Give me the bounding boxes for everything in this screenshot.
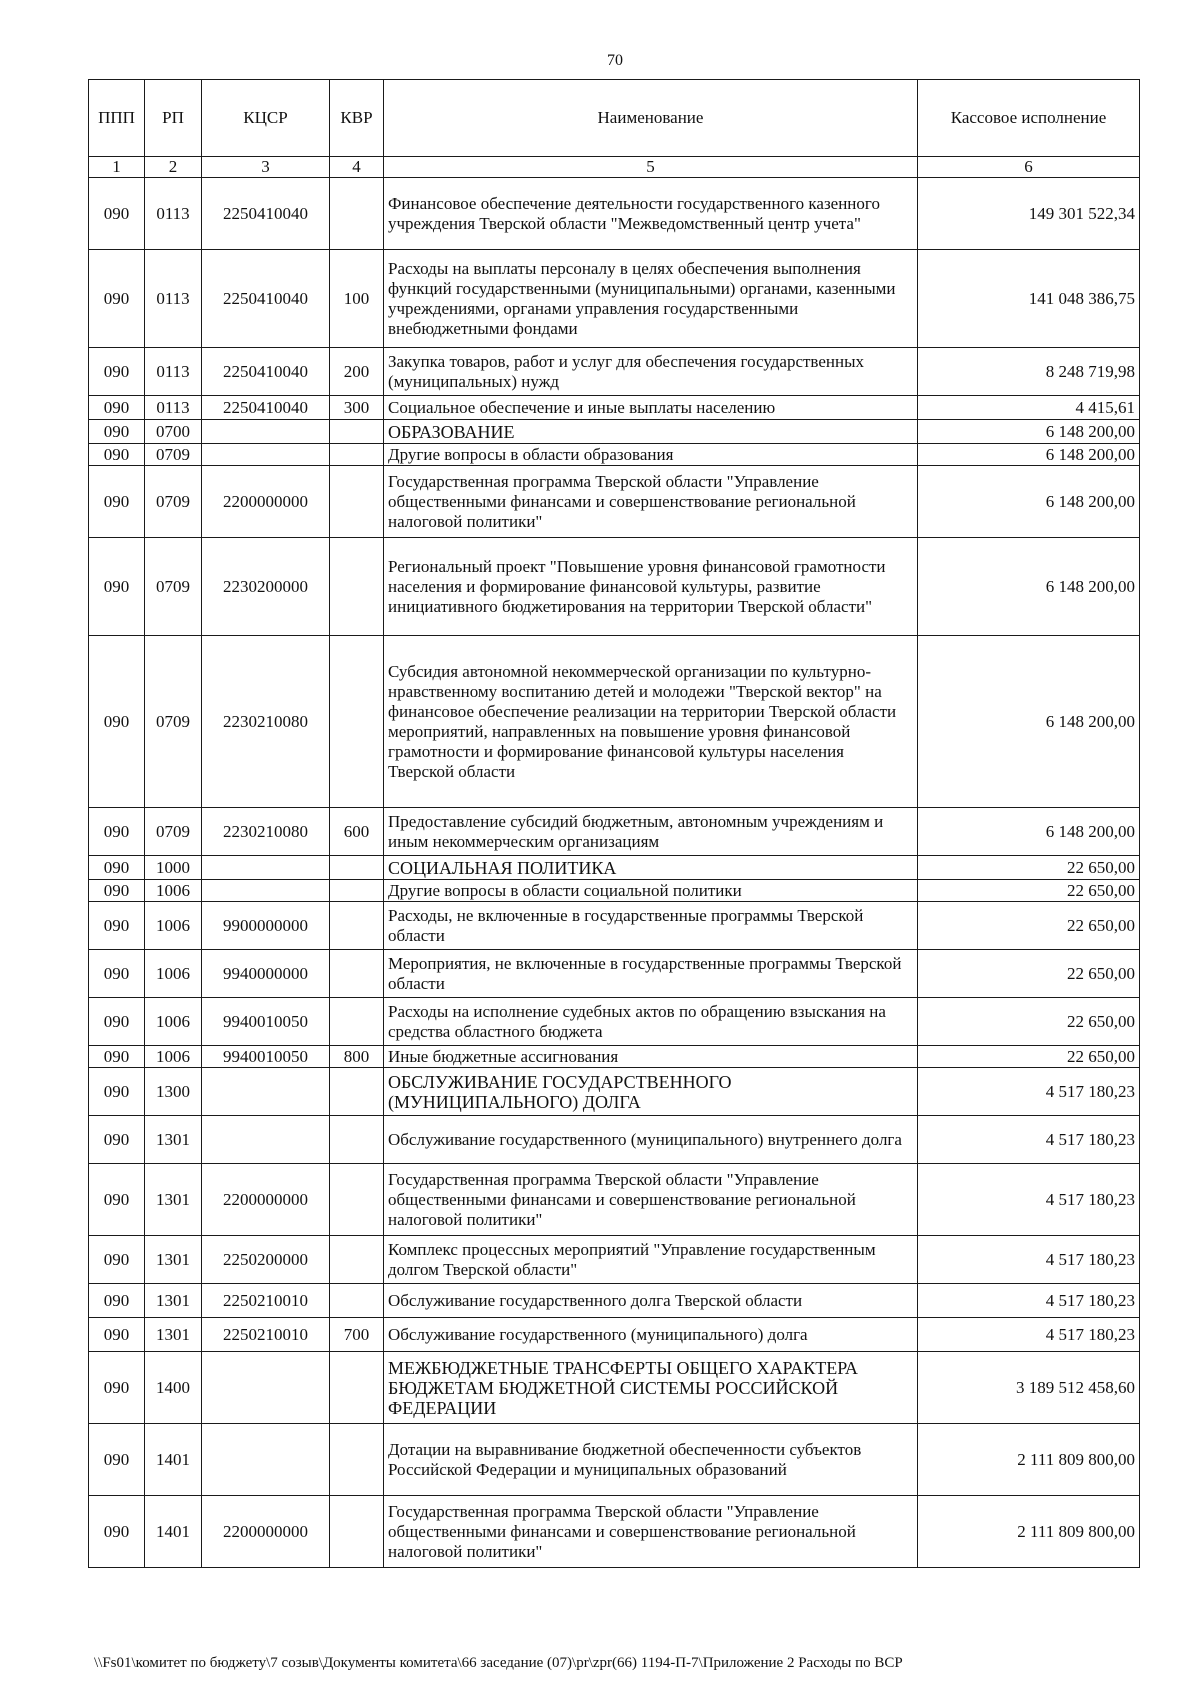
cell-ppp: 090: [89, 856, 145, 880]
cell-name: Государственная программа Тверской области "Управление общественными финансами и совершенствование региональной налоговой политики": [384, 1164, 918, 1236]
file-path-footer: \\Fs01\комитет по бюджету\7 созыв\Документы комитета\66 заседание (07)\pr\zpr(66) 1194-П-7\Приложение 2 Расходы по ВСР: [94, 1655, 903, 1671]
cell-rp: 0709: [145, 808, 202, 856]
cell-kcsr: 9900000000: [202, 902, 330, 950]
cell-ppp: 090: [89, 636, 145, 808]
table-row: [89, 1068, 1140, 1116]
table-row: [89, 998, 1140, 1046]
cell-amount: 141 048 386,75: [918, 250, 1140, 348]
cell-kvr: [330, 1496, 384, 1568]
cell-kvr: 100: [330, 250, 384, 348]
table-row: [89, 636, 1140, 808]
cell-amount: 22 650,00: [918, 998, 1140, 1046]
cell-kvr: 600: [330, 808, 384, 856]
cell-kcsr: 2230200000: [202, 538, 330, 636]
table-row: [89, 1116, 1140, 1164]
cell-amount: 6 148 200,00: [918, 420, 1140, 444]
cell-name: Государственная программа Тверской области "Управление общественными финансами и совершенствование региональной налоговой политики": [384, 466, 918, 538]
table-row: [89, 444, 1140, 466]
cell-rp: 0113: [145, 396, 202, 420]
cell-kcsr: 2200000000: [202, 1164, 330, 1236]
column-number: 1: [89, 157, 145, 178]
cell-kvr: 200: [330, 348, 384, 396]
table-row: [89, 396, 1140, 420]
cell-kvr: [330, 1352, 384, 1424]
table-body: [89, 178, 1140, 1568]
cell-rp: 1401: [145, 1424, 202, 1496]
cell-kvr: [330, 420, 384, 444]
header-rp: РП: [145, 80, 202, 157]
cell-name: Закупка товаров, работ и услуг для обеспечения государственных (муниципальных) нужд: [384, 348, 918, 396]
table-row: [89, 178, 1140, 250]
cell-kcsr: [202, 880, 330, 902]
cell-ppp: 090: [89, 250, 145, 348]
cell-amount: 22 650,00: [918, 880, 1140, 902]
cell-kcsr: 9940000000: [202, 950, 330, 998]
cell-kcsr: 9940010050: [202, 998, 330, 1046]
cell-kcsr: [202, 1424, 330, 1496]
cell-kcsr: 2250210010: [202, 1284, 330, 1318]
cell-rp: 0709: [145, 636, 202, 808]
table-row: [89, 880, 1140, 902]
cell-kvr: [330, 178, 384, 250]
cell-kcsr: [202, 1068, 330, 1116]
cell-name: Дотации на выравнивание бюджетной обеспеченности субъектов Российской Федерации и муниципальных образований: [384, 1424, 918, 1496]
cell-kvr: [330, 880, 384, 902]
cell-kcsr: 2230210080: [202, 808, 330, 856]
table-header-row: [89, 80, 1140, 157]
cell-ppp: 090: [89, 466, 145, 538]
cell-ppp: 090: [89, 998, 145, 1046]
cell-kcsr: [202, 1352, 330, 1424]
cell-rp: 1000: [145, 856, 202, 880]
column-number: 5: [384, 157, 918, 178]
cell-rp: 1006: [145, 998, 202, 1046]
cell-name: ОБСЛУЖИВАНИЕ ГОСУДАРСТВЕННОГО (МУНИЦИПАЛЬНОГО) ДОЛГА: [384, 1068, 918, 1116]
cell-amount: 22 650,00: [918, 1046, 1140, 1068]
cell-kvr: [330, 1424, 384, 1496]
cell-amount: 4 517 180,23: [918, 1164, 1140, 1236]
cell-ppp: 090: [89, 1164, 145, 1236]
cell-amount: 2 111 809 800,00: [918, 1496, 1140, 1568]
cell-amount: 8 248 719,98: [918, 348, 1140, 396]
cell-kcsr: 2230210080: [202, 636, 330, 808]
table-row: [89, 1164, 1140, 1236]
cell-name: Иные бюджетные ассигнования: [384, 1046, 918, 1068]
cell-name: Расходы на выплаты персоналу в целях обеспечения выполнения функций государственными (муниципальными) органами, казенными учреждениями, органами управления государственными внебюджетными фондами: [384, 250, 918, 348]
cell-ppp: 090: [89, 178, 145, 250]
cell-name: Комплекс процессных мероприятий "Управление государственным долгом Тверской области": [384, 1236, 918, 1284]
cell-ppp: 090: [89, 880, 145, 902]
cell-kvr: [330, 902, 384, 950]
header-name: Наименование: [384, 80, 918, 157]
cell-name: Мероприятия, не включенные в государственные программы Тверской области: [384, 950, 918, 998]
cell-rp: 1301: [145, 1164, 202, 1236]
page-number: 70: [607, 52, 623, 69]
cell-kvr: [330, 1068, 384, 1116]
cell-ppp: 090: [89, 1424, 145, 1496]
cell-rp: 1301: [145, 1236, 202, 1284]
cell-rp: 1301: [145, 1284, 202, 1318]
cell-name: Другие вопросы в области социальной политики: [384, 880, 918, 902]
cell-kcsr: 2250410040: [202, 396, 330, 420]
header-amount: Кассовое исполнение: [918, 80, 1140, 157]
cell-kvr: [330, 856, 384, 880]
cell-name: Расходы, не включенные в государственные программы Тверской области: [384, 902, 918, 950]
cell-name: Обслуживание государственного (муниципального) долга: [384, 1318, 918, 1352]
table-row: [89, 250, 1140, 348]
column-number: 4: [330, 157, 384, 178]
cell-kcsr: 2250200000: [202, 1236, 330, 1284]
cell-rp: 1401: [145, 1496, 202, 1568]
header-kvr: КВР: [330, 80, 384, 157]
cell-ppp: 090: [89, 808, 145, 856]
table-row: [89, 950, 1140, 998]
cell-name: Социальное обеспечение и иные выплаты населению: [384, 396, 918, 420]
cell-ppp: 090: [89, 1284, 145, 1318]
cell-ppp: 090: [89, 1046, 145, 1068]
cell-ppp: 090: [89, 1116, 145, 1164]
cell-rp: 0709: [145, 466, 202, 538]
cell-kvr: 700: [330, 1318, 384, 1352]
cell-amount: 6 148 200,00: [918, 466, 1140, 538]
table-row: [89, 1046, 1140, 1068]
cell-name: Субсидия автономной некоммерческой организации по культурно-нравственному воспитанию детей и молодежи "Тверской вектор" на финансовое обеспечение реализации на территории Тверской области мероприятий, направленных на повышение уровня финансовой грамотности и формирование финансовой культуры населения Тверской области: [384, 636, 918, 808]
cell-kvr: [330, 998, 384, 1046]
cell-kvr: [330, 538, 384, 636]
cell-rp: 1006: [145, 902, 202, 950]
cell-kvr: [330, 1284, 384, 1318]
cell-rp: 1400: [145, 1352, 202, 1424]
table-row: [89, 1318, 1140, 1352]
cell-kcsr: 2250210010: [202, 1318, 330, 1352]
cell-amount: 4 517 180,23: [918, 1318, 1140, 1352]
column-number-row: [89, 157, 1140, 178]
cell-name: Государственная программа Тверской области "Управление общественными финансами и совершенствование региональной налоговой политики": [384, 1496, 918, 1568]
table-row: [89, 420, 1140, 444]
cell-ppp: 090: [89, 1352, 145, 1424]
cell-amount: 22 650,00: [918, 902, 1140, 950]
header-ppp: ППП: [89, 80, 145, 157]
table-row: [89, 1424, 1140, 1496]
cell-ppp: 090: [89, 1236, 145, 1284]
cell-kvr: 800: [330, 1046, 384, 1068]
cell-amount: 4 517 180,23: [918, 1284, 1140, 1318]
table-row: [89, 466, 1140, 538]
cell-amount: 6 148 200,00: [918, 636, 1140, 808]
table-row: [89, 1352, 1140, 1424]
cell-amount: 4 517 180,23: [918, 1068, 1140, 1116]
cell-kcsr: 2250410040: [202, 348, 330, 396]
cell-amount: 22 650,00: [918, 856, 1140, 880]
cell-ppp: 090: [89, 348, 145, 396]
cell-rp: 1006: [145, 950, 202, 998]
cell-amount: 6 148 200,00: [918, 808, 1140, 856]
cell-name: Региональный проект "Повышение уровня финансовой грамотности населения и формирование финансовой культуры, развитие инициативного бюджетирования на территории Тверской области": [384, 538, 918, 636]
expenditure-table: [88, 79, 1140, 1568]
cell-name: Обслуживание государственного (муниципального) внутреннего долга: [384, 1116, 918, 1164]
cell-amount: 22 650,00: [918, 950, 1140, 998]
table-row: [89, 348, 1140, 396]
cell-amount: 4 517 180,23: [918, 1116, 1140, 1164]
cell-rp: 0113: [145, 348, 202, 396]
cell-ppp: 090: [89, 396, 145, 420]
cell-rp: 0709: [145, 444, 202, 466]
cell-amount: 149 301 522,34: [918, 178, 1140, 250]
cell-rp: 1301: [145, 1116, 202, 1164]
cell-rp: 1006: [145, 880, 202, 902]
cell-kvr: [330, 444, 384, 466]
cell-rp: 0709: [145, 538, 202, 636]
cell-kcsr: [202, 1116, 330, 1164]
cell-kcsr: 2200000000: [202, 466, 330, 538]
column-number: 3: [202, 157, 330, 178]
cell-amount: 2 111 809 800,00: [918, 1424, 1140, 1496]
cell-amount: 6 148 200,00: [918, 538, 1140, 636]
cell-rp: 1301: [145, 1318, 202, 1352]
cell-kvr: [330, 1116, 384, 1164]
column-number: 2: [145, 157, 202, 178]
table-row: [89, 856, 1140, 880]
header-kcsr: КЦСР: [202, 80, 330, 157]
cell-ppp: 090: [89, 420, 145, 444]
cell-name: МЕЖБЮДЖЕТНЫЕ ТРАНСФЕРТЫ ОБЩЕГО ХАРАКТЕРА БЮДЖЕТАМ БЮДЖЕТНОЙ СИСТЕМЫ РОССИЙСКОЙ ФЕДЕРАЦИИ: [384, 1352, 918, 1424]
cell-ppp: 090: [89, 538, 145, 636]
cell-kcsr: 2200000000: [202, 1496, 330, 1568]
cell-name: Другие вопросы в области образования: [384, 444, 918, 466]
cell-name: ОБРАЗОВАНИЕ: [384, 420, 918, 444]
cell-rp: 1006: [145, 1046, 202, 1068]
cell-kcsr: [202, 444, 330, 466]
column-number: 6: [918, 157, 1140, 178]
cell-rp: 0700: [145, 420, 202, 444]
cell-ppp: 090: [89, 902, 145, 950]
table-row: [89, 808, 1140, 856]
cell-kvr: [330, 636, 384, 808]
cell-kcsr: 2250410040: [202, 178, 330, 250]
cell-kvr: 300: [330, 396, 384, 420]
cell-name: СОЦИАЛЬНАЯ ПОЛИТИКА: [384, 856, 918, 880]
cell-kcsr: [202, 856, 330, 880]
cell-kcsr: 9940010050: [202, 1046, 330, 1068]
cell-amount: 4 415,61: [918, 396, 1140, 420]
cell-kvr: [330, 1236, 384, 1284]
cell-name: Расходы на исполнение судебных актов по обращению взыскания на средства областного бюджета: [384, 998, 918, 1046]
cell-ppp: 090: [89, 444, 145, 466]
table-row: [89, 1236, 1140, 1284]
table-row: [89, 1496, 1140, 1568]
cell-ppp: 090: [89, 1496, 145, 1568]
table-row: [89, 1284, 1140, 1318]
cell-amount: 3 189 512 458,60: [918, 1352, 1140, 1424]
cell-kvr: [330, 1164, 384, 1236]
cell-name: Финансовое обеспечение деятельности государственного казенного учреждения Тверской области "Межведомственный центр учета": [384, 178, 918, 250]
table-row: [89, 902, 1140, 950]
cell-kcsr: 2250410040: [202, 250, 330, 348]
cell-rp: 1300: [145, 1068, 202, 1116]
cell-kcsr: [202, 420, 330, 444]
cell-ppp: 090: [89, 1068, 145, 1116]
cell-rp: 0113: [145, 250, 202, 348]
cell-ppp: 090: [89, 1318, 145, 1352]
cell-kvr: [330, 950, 384, 998]
table-row: [89, 538, 1140, 636]
cell-amount: 6 148 200,00: [918, 444, 1140, 466]
cell-name: Предоставление субсидий бюджетным, автономным учреждениям и иным некоммерческим организациям: [384, 808, 918, 856]
cell-kvr: [330, 466, 384, 538]
cell-amount: 4 517 180,23: [918, 1236, 1140, 1284]
cell-ppp: 090: [89, 950, 145, 998]
cell-name: Обслуживание государственного долга Тверской области: [384, 1284, 918, 1318]
cell-rp: 0113: [145, 178, 202, 250]
